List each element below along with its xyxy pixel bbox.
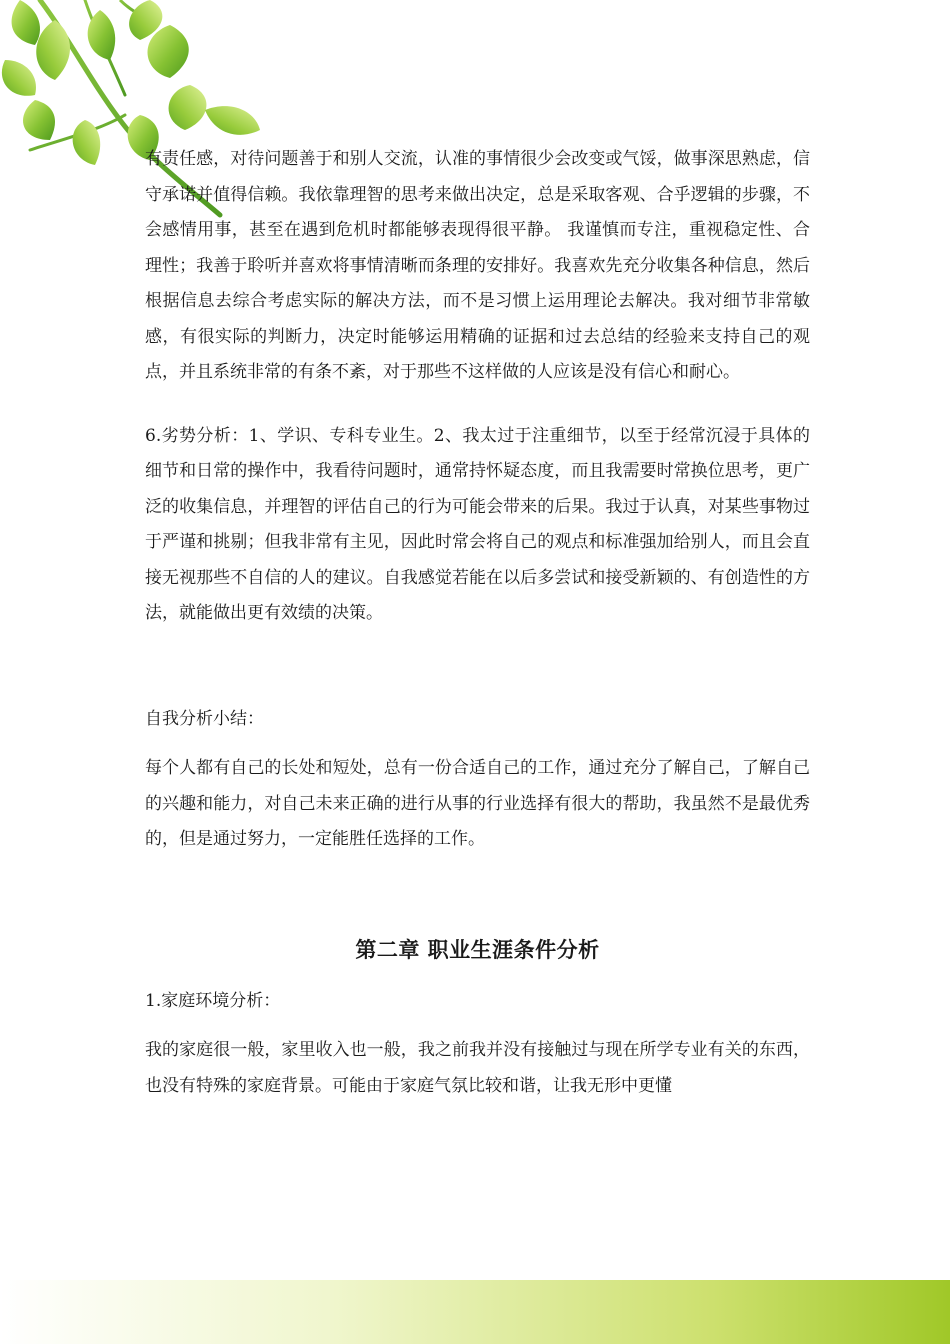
summary-heading: 自我分析小结： (145, 708, 264, 729)
footer-gradient-bar (0, 1280, 950, 1344)
family-paragraph: 我的家庭很一般，家里收入也一般，我之前我并没有接触过与现在所学专业有关的东西，也没有特殊的家庭背景。可能由于家庭气氛比较和谐，让我无形中更懂 (145, 1040, 810, 1096)
strengths-paragraph: 有责任感，对待问题善于和别人交流，认准的事情很少会改变或气馁，做事深思熟虑，信守承诺并值得信赖。我依靠理智的思考来做出决定，总是采取客观、合乎逻辑的步骤，不会感情用事，甚至在遇到危机时都能够表现得很平静。 我谨慎而专注，重视稳定性、合理性；我善于聆听并喜欢将事情清晰而条理的安排好。我喜欢先充分收集各种信息，然后根据信息去综合考虑实际的解决方法，而不是习惯上运用理论去解决。我对细节非常敏感，有很实际的判断力，决定时能够运用精确的证据和过去总结的经验来支持自己的观点，并且系统非常的有条不紊，对于那些不这样做的人应该是没有信心和耐心。 (145, 149, 810, 382)
chapter-title: 第二章 职业生涯条件分析 (355, 936, 600, 962)
weakness-paragraph: 6.劣势分析：1、学识、专科专业生。2、我太过于注重细节，以至于经常沉浸于具体的细节和日常的操作中，我看待问题时，通常持怀疑态度，而且我需要时常换位思考，更广泛的收集信息，并理智的评估自己的行为可能会带来的后果。我过于认真，对某些事物过于严谨和挑剔；但我非常有主见，因此时常会将自己的观点和标准强加给别人，而且会直接无视那些不自信的人的建议。自我感觉若能在以后多尝试和接受新颖的、有创造性的方法，就能做出更有效绩的决策。 (145, 425, 810, 623)
summary-paragraph: 每个人都有自己的长处和短处，总有一份合适自己的工作，通过充分了解自己，了解自己的兴趣和能力，对自己未来正确的进行从事的行业选择有很大的帮助，我虽然不是最优秀的，但是通过努力，一定能胜任选择的工作。 (145, 758, 810, 849)
section-heading: 1.家庭环境分析： (145, 990, 281, 1011)
document-body (145, 142, 810, 1104)
